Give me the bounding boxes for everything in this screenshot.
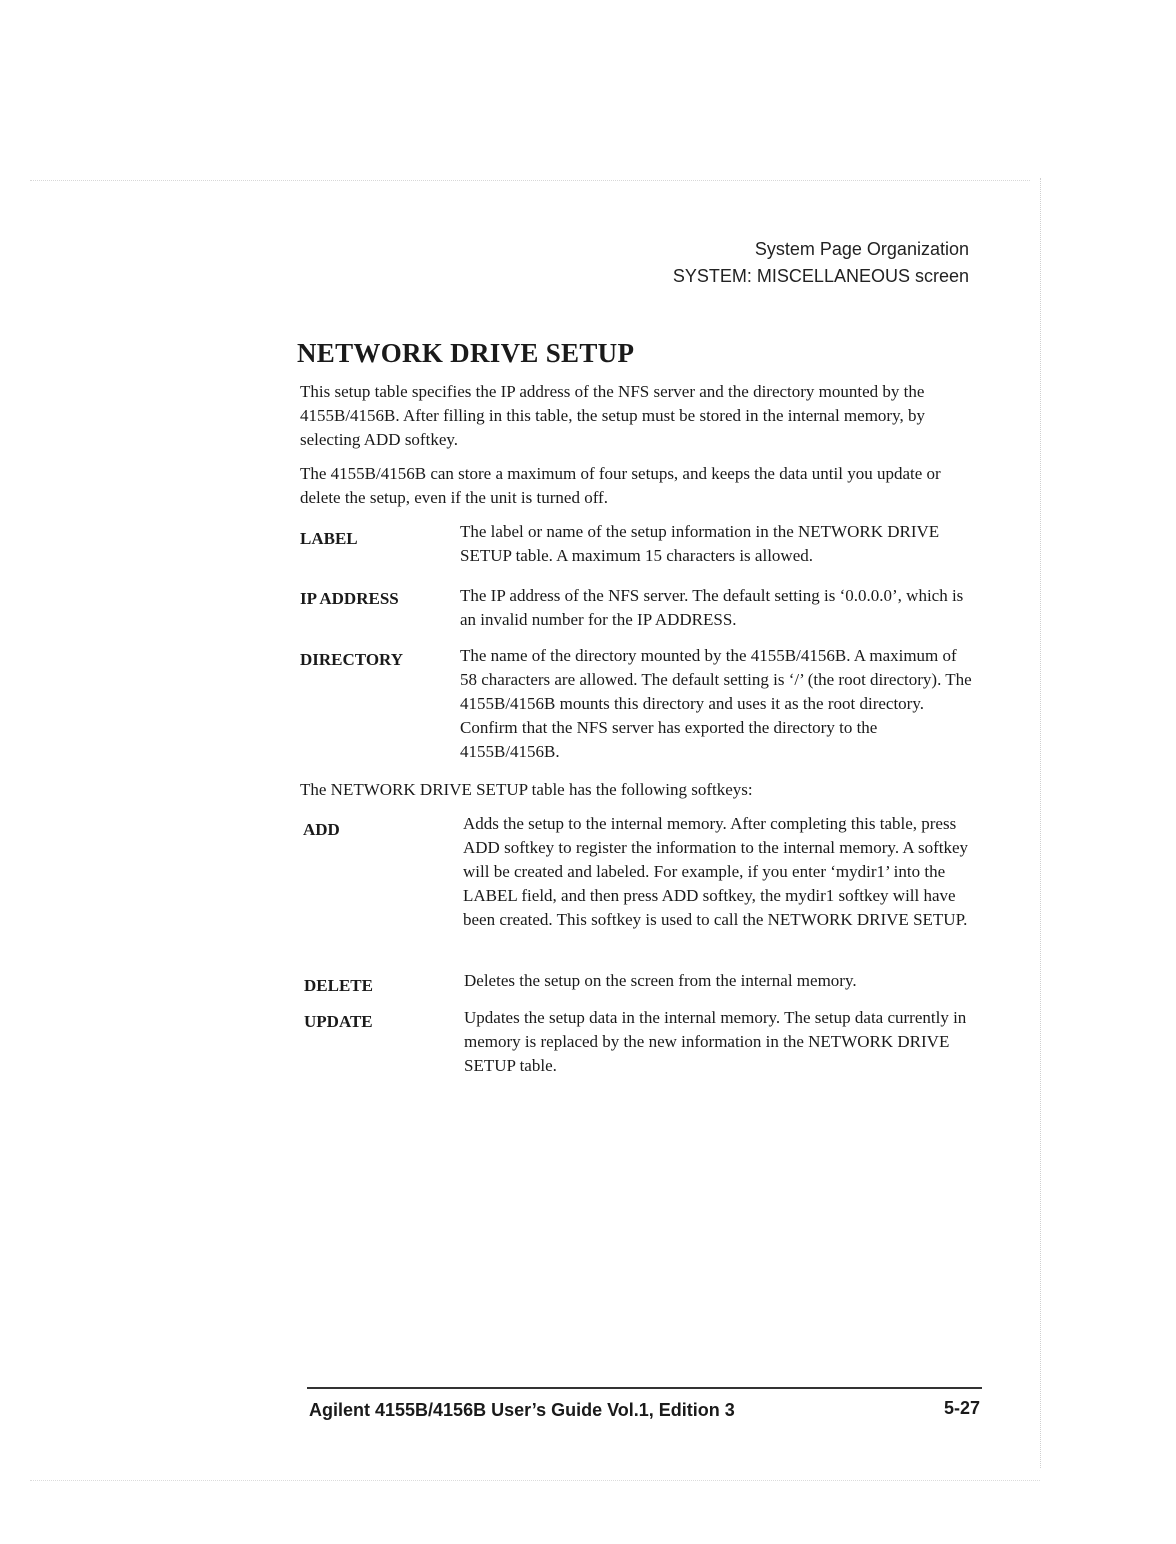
- footer-page-number: 5-27: [943, 1398, 980, 1418]
- scan-edge-right: [1040, 178, 1041, 1468]
- field-term-ip-address: IP ADDRESS: [300, 589, 399, 608]
- footer-rule: [307, 1387, 982, 1389]
- intro-paragraph: This setup table specifies the IP address of the NFS server and the directory mounted by the 4155B/4156B. After filling in this table, the setup must be stored in the internal memory, by selecting ADD softkey.: [300, 382, 925, 449]
- softkey-desc-update: Updates the setup data in the internal memory. The setup data currently in memory is replaced by the new information in the NETWORK DRIVE SETUP table.: [464, 1008, 967, 1075]
- softkeys-intro-paragraph: The NETWORK DRIVE SETUP table has the following softkeys:: [300, 780, 753, 799]
- softkey-desc-delete: Deletes the setup on the screen from the internal memory.: [464, 971, 857, 990]
- softkey-term-update: UPDATE: [304, 1012, 373, 1031]
- field-term-directory: DIRECTORY: [300, 650, 403, 669]
- footer-guide-title: Agilent 4155B/4156B User’s Guide Vol.1, Edition 3: [309, 1400, 735, 1420]
- softkey-term-add: ADD: [303, 820, 340, 839]
- storage-paragraph: The 4155B/4156B can store a maximum of four setups, and keeps the data until you update or delete the setup, even if the unit is turned off.: [300, 464, 941, 507]
- softkey-term-delete: DELETE: [304, 976, 373, 995]
- running-header-screen: SYSTEM: MISCELLANEOUS screen: [672, 266, 969, 286]
- scan-edge-top: [30, 180, 1030, 181]
- field-desc-ip-address: The IP address of the NFS server. The default setting is ‘0.0.0.0’, which is an invalid number for the IP ADDRESS.: [460, 586, 964, 629]
- field-desc-label: The label or name of the setup information in the NETWORK DRIVE SETUP table. A maximum 15 characters is allowed.: [460, 522, 940, 565]
- section-title: NETWORK DRIVE SETUP: [297, 338, 635, 368]
- running-header-section: System Page Organization: [754, 239, 969, 259]
- field-term-label: LABEL: [300, 529, 358, 548]
- scan-edge-bottom: [30, 1480, 1040, 1481]
- softkey-desc-add: Adds the setup to the internal memory. After completing this table, press ADD softkey to register the information to the internal memory. A softkey will be created and labeled. For example, if you enter ‘mydir1’ into the LABEL field, and then press ADD softkey, the mydir1 softkey will have been created. This softkey is used to call the NETWORK DRIVE SETUP.: [463, 814, 969, 929]
- field-desc-directory: The name of the directory mounted by the 4155B/4156B. A maximum of 58 characters are allowed. The default setting is ‘/’ (the root directory). The 4155B/4156B mounts this directory and uses it as the root directory. Confirm that the NFS server has exported the directory to the 4155B/4156B.: [460, 646, 972, 761]
